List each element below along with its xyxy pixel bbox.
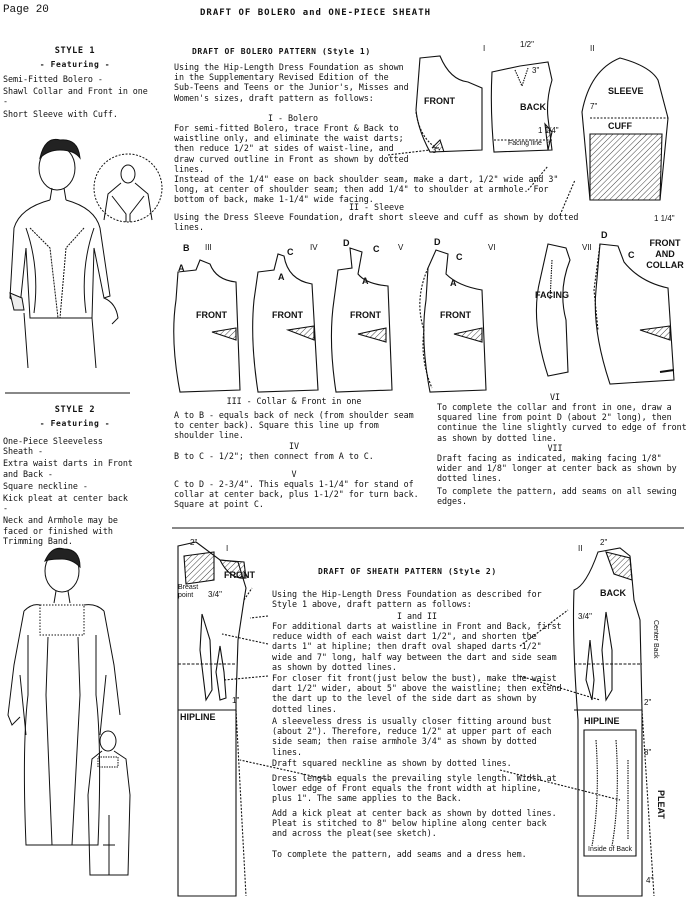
diagram-label-iii: III <box>205 243 212 252</box>
bolero-complete: To complete the pattern, add seams on all sewing edges. <box>437 486 677 507</box>
collar-heading: III - Collar & Front in one <box>226 396 362 406</box>
point-d: D <box>343 238 350 248</box>
feature-item: Extra waist darts in Front and Back - <box>3 458 133 479</box>
label-front: FRONT <box>424 96 455 106</box>
point-c: C <box>287 247 294 257</box>
point-a: A <box>450 278 457 288</box>
point-b: B <box>183 243 190 253</box>
measure-two: 2" <box>600 538 608 547</box>
bolero-title: DRAFT OF BOLERO PATTERN (Style 1) <box>192 47 371 56</box>
vii-heading: VII <box>547 443 563 453</box>
feature-item: Neck and Armhole may be faced or finished with Trimming Band. <box>3 515 118 546</box>
sheath-p6: Add a kick pleat at center back as shown by dotted lines. Pleat is stitched to 8" below hipline along center back and across the pleat(see sketch). <box>272 808 557 839</box>
measure-three: 3" <box>532 66 540 75</box>
sheath-p4: Draft squared neckline as shown by dotted lines. <box>272 758 512 768</box>
style1-heading: STYLE 1 <box>54 46 96 56</box>
label-hipline: HIPLINE <box>584 716 620 726</box>
feature-item: Kick pleat at center back - <box>3 493 128 514</box>
sheath-p1: For additional darts at waistline in Front and Back, first reduce width of each waist dart 1/2", and shorten the darts 1" at hipline; then draft oval shaped darts 1/2" wide and 7" long, half way between the dart and side seam as shown by dotted lines. <box>272 621 562 672</box>
measure-four: 4" <box>646 876 654 885</box>
label-front-and-collar: FRONT AND COLLAR <box>646 238 684 270</box>
sheath-part-heading: I and II <box>397 611 437 621</box>
label-cuff: CUFF <box>608 121 632 131</box>
sheath-title: DRAFT OF SHEATH PATTERN (Style 2) <box>318 567 497 576</box>
feature-item: Shawl Collar and Front in one - <box>3 86 148 107</box>
vii-text: Draft facing as indicated, making facing 1/8" wider and 1/8" longer at center back as shown by dotted lines. <box>437 453 677 484</box>
style2-heading: STYLE 2 <box>54 405 96 415</box>
point-a: A <box>178 263 185 273</box>
style1-featuring: - Featuring - <box>39 60 111 69</box>
point-d: D <box>434 237 441 247</box>
collar-b: B to C - 1/2"; then connect from A to C. <box>174 451 374 461</box>
point-a: A <box>362 276 369 286</box>
bolero-part2-text: Using the Dress Sleeve Foundation, draft short sleeve and cuff as shown by dotted lines. <box>174 212 579 233</box>
point-d: D <box>601 230 608 240</box>
collar-a: A to B - equals back of neck (from shoulder seam to center back). Square this line up from shoulder line. <box>174 410 414 441</box>
sheath-intro: Using the Hip-Length Dress Foundation as described for Style 1 above, draft pattern as follows: <box>272 589 542 610</box>
measure-seven: 7" <box>590 102 598 111</box>
measure-half-1: 1/2" <box>520 40 534 49</box>
page-number: Page 20 <box>3 4 49 16</box>
feature-item: Short Sleeve with Cuff. <box>3 108 118 119</box>
diagram-label-vi: VI <box>488 243 496 252</box>
bolero-part1-text: For semi-fitted Bolero, trace Front & Back to waistline only, and eliminate the waist darts; then reduce 1/2" at sides of waist-line, and draw curved outline in Front as shown by dotted lines. <box>174 123 409 174</box>
vi-heading: VI <box>550 392 560 402</box>
style2-featuring: - Featuring - <box>39 419 111 428</box>
collar-v-heading: V <box>291 469 297 479</box>
label-inside-of-back: Inside of Back <box>588 846 632 853</box>
measure-eight: 8" <box>644 748 652 757</box>
sheath-p2: For closer fit front(just below the bust), make the waist dart 1/2" wider, about 5" above the waistline; then extend the dart up to the level of the side dart as shown by dotted lines. <box>272 673 562 714</box>
measure-two: 2" <box>644 698 652 707</box>
label-front: FRONT <box>224 570 255 580</box>
sheath-p3: A sleeveless dress is usually closer fitting around bust (about 2"). Therefore, reduce 1/2" at upper part of each side seam; then raise armhole 3/4" as shown by dotted lines. <box>272 716 552 757</box>
point-a: A <box>278 272 285 282</box>
running-title: DRAFT OF BOLERO and ONE-PIECE SHEATH <box>200 8 432 18</box>
bolero-part1-text2: Instead of the 1/4" ease on back shoulder seam, make a dart, 1/2" wide and 3" long, at center of shoulder seam; then add 1/4" to shoulder at armhole. For bottom of back, make 1-1/4" wide facing. <box>174 174 559 205</box>
measure-one-quarter-2: 1 1/4" <box>654 214 675 223</box>
sheath-p5: Dress length equals the prevailing style length. Width at lower edge of Front equals the front width at hipline, plus 1". The same applies to the Back. <box>272 773 557 804</box>
feature-item: One-Piece Sleeveless Sheath - <box>3 436 103 457</box>
label-facing-line: Facing line <box>508 140 542 147</box>
vi-text: To complete the collar and front in one, draw a squared line from point D (about 2" long), then continue the line slightly curved to edge of front as shown by dotted line. <box>437 402 687 443</box>
label-back: BACK <box>600 588 626 598</box>
label-front: FRONT <box>272 310 303 320</box>
label-front: FRONT <box>350 310 381 320</box>
label-hipline: HIPLINE <box>180 712 216 722</box>
label-front: FRONT <box>440 310 471 320</box>
measure-three-2: 3" <box>432 146 440 155</box>
diagram-label-ii: II <box>578 544 583 553</box>
bolero-intro: Using the Hip-Length Dress Foundation as shown in the Supplementary Revised Edition of the Sub-Teens and Teens or the Junior's, Misses and Women's sizes, draft pattern as follows: <box>174 62 409 103</box>
measure-one: 1" <box>232 696 240 705</box>
point-c: C <box>456 252 463 262</box>
label-back: BACK <box>520 102 546 112</box>
measure-three-q: 3/4" <box>578 612 592 621</box>
label-facing: FACING <box>535 290 570 300</box>
diagram-label-i: I <box>483 44 486 53</box>
feature-item: Square neckline - <box>3 480 88 491</box>
label-center-back: Center Back <box>652 620 659 659</box>
point-c: C <box>373 244 380 254</box>
bolero-part1-heading: I - Bolero <box>268 113 318 123</box>
label-front: FRONT <box>196 310 227 320</box>
diagram-label-i: I <box>226 544 229 553</box>
diagram-label-v: V <box>398 243 404 252</box>
measure-three-q: 3/4" <box>208 590 222 599</box>
collar-iv-heading: IV <box>289 441 299 451</box>
label-sleeve: SLEEVE <box>608 86 644 96</box>
measure-two: 2" <box>190 538 198 547</box>
measure-one-quarter: 1 1/4" <box>538 126 559 135</box>
label-breast-point: Breast point <box>178 584 199 599</box>
diagram-label-ii: II <box>590 44 595 53</box>
label-pleat: PLEAT <box>656 790 666 819</box>
feature-item: Semi-Fitted Bolero - <box>3 74 103 84</box>
sheath-p7: To complete the pattern, add seams and a dress hem. <box>272 849 527 859</box>
diagram-label-vii: VII <box>582 243 592 252</box>
diagram-label-iv: IV <box>310 243 318 252</box>
collar-c: C to D - 2-3/4". This equals 1-1/4" for stand of collar at center back, plus 1-1/2" for turn back. Square at point C. <box>174 479 419 510</box>
point-c: C <box>628 250 635 260</box>
bolero-part2-heading: II - Sleeve <box>349 202 404 212</box>
